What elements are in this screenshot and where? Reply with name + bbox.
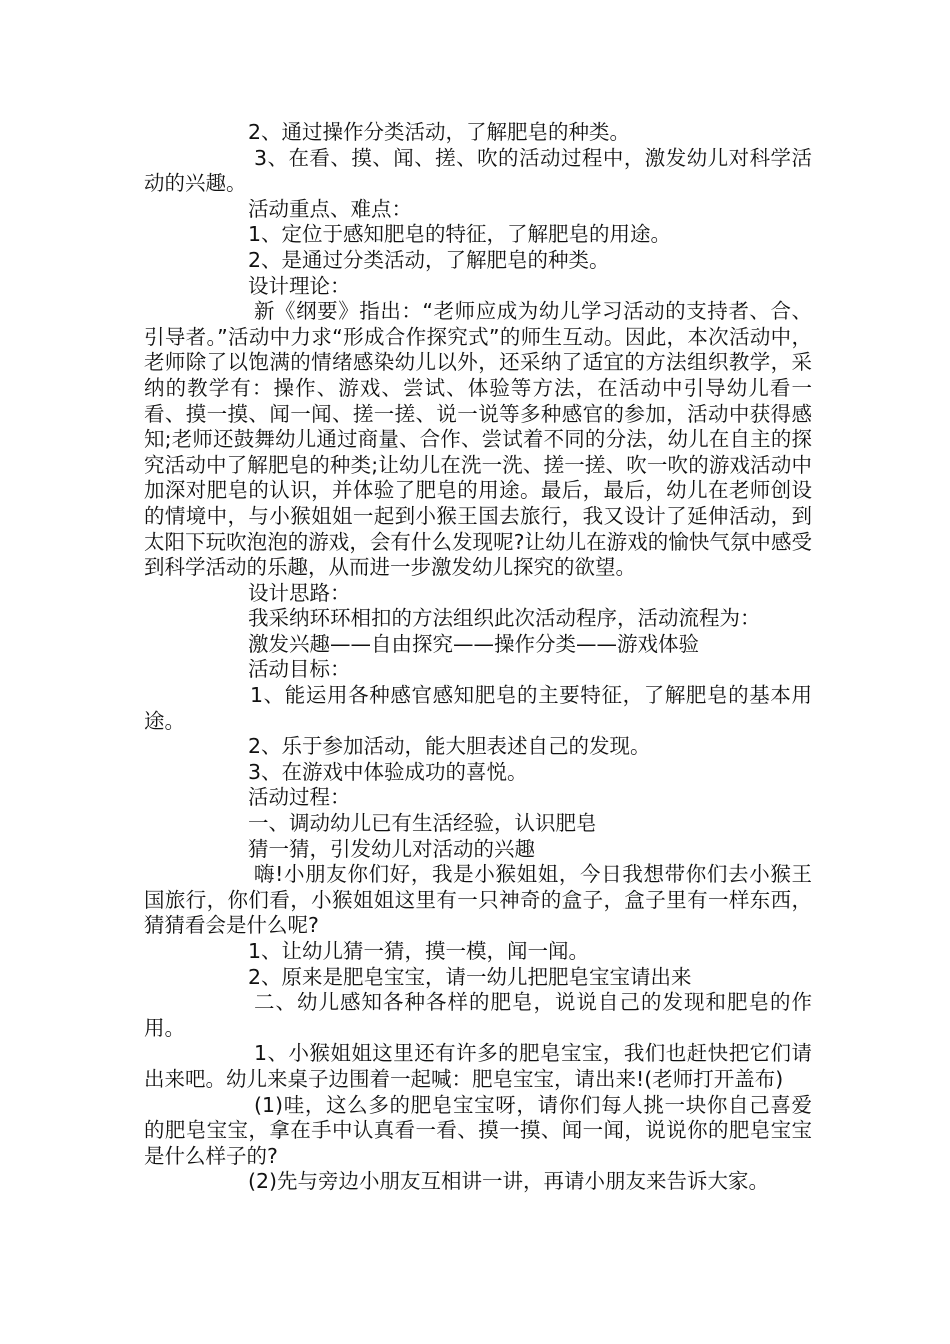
paragraph: 设计理论： (248, 273, 351, 298)
paragraph: 活动目标： (248, 657, 351, 682)
paragraph: 嗨!小朋友你们好，我是小猴姐姐，今日我想带你们去小猴王国旅行，你们看，小猴姐姐这里有一只神奇的盒子，盒子里有一样东西，猜猜看会是什么呢? (144, 862, 812, 938)
paragraph: 我采纳环环相扣的方法组织此次活动程序，活动流程为： (248, 606, 761, 631)
paragraph: 新《纲要》指出：“老师应成为幼儿学习活动的支持者、合、引导者。”活动中力求“形成合作探究式”的师生互动。因此，本次活动中，老师除了以饱满的情绪感染幼儿以外，还采纳了适宜的方法组织教学，采纳的教学有：操作、游戏、尝试、体验等方法，在活动中引导幼儿看一看、摸一摸、闻一闻、搓一搓、说一说等多种感官的参加，活动中获得感知;老师还鼓舞幼儿通过商量、合作、尝试着不同的分法，幼儿在自主的探究活动中了解肥皂的种类;让幼儿在洗一洗、搓一搓、吹一吹的游戏活动中加深对肥皂的认识，并体验了肥皂的用途。最后，最后，幼儿在老师创设的情境中，与小猴姐姐一起到小猴王国去旅行，我又设计了延伸活动，到太阳下玩吹泡泡的游戏，会有什么发现呢?让幼儿在游戏的愉快气氛中感受到科学活动的乐趣，从而进一步激发幼儿探究的欲望。 (144, 299, 812, 580)
paragraph: 二、幼儿感知各种各样的肥皂，说说自己的发现和肥皂的作用。 (144, 990, 812, 1040)
paragraph: 1、能运用各种感官感知肥皂的主要特征，了解肥皂的基本用途。 (144, 683, 812, 733)
paragraph: 1、小猴姐姐这里还有许多的肥皂宝宝，我们也赶快把它们请出来吧。幼儿来桌子边围着一起喊：肥皂宝宝，请出来!(老师打开盖布) (144, 1041, 812, 1091)
paragraph: 2、乐于参加活动，能大胆表述自己的发现。 (248, 734, 651, 759)
paragraph: 活动过程： (248, 785, 351, 810)
paragraph: 1、定位于感知肥皂的特征，了解肥皂的用途。 (248, 222, 672, 247)
paragraph: 2、原来是肥皂宝宝，请一幼儿把肥皂宝宝请出来 (248, 964, 692, 989)
paragraph: 3、在看、摸、闻、搓、吹的活动过程中，激发幼儿对科学活动的兴趣。 (144, 145, 812, 196)
paragraph: 2、通过操作分类活动，了解肥皂的种类。 (248, 120, 631, 144)
paragraph: (1)哇，这么多的肥皂宝宝呀，请你们每人挑一块你自己喜爱的肥皂宝宝，拿在手中认真看一看、摸一摸、闻一闻，说说你的肥皂宝宝是什么样子的? (144, 1092, 812, 1168)
paragraph: 激发兴趣——自由探究——操作分类——游戏体验 (248, 631, 699, 656)
paragraph: 一、调动幼儿已有生活经验，认识肥皂 (248, 811, 597, 836)
paragraph: 设计思路： (248, 580, 351, 605)
paragraph: 2、是通过分类活动，了解肥皂的种类。 (248, 247, 610, 272)
document-body (144, 120, 812, 1195)
paragraph: (2)先与旁边小朋友互相讲一讲，再请小朋友来告诉大家。 (248, 1169, 770, 1194)
paragraph: 3、在游戏中体验成功的喜悦。 (248, 759, 528, 784)
paragraph: 1、让幼儿猜一猜，摸一模，闻一闻。 (248, 939, 590, 963)
paragraph: 活动重点、难点： (248, 196, 412, 221)
paragraph: 猜一猜，引发幼儿对活动的兴趣 (248, 836, 535, 861)
